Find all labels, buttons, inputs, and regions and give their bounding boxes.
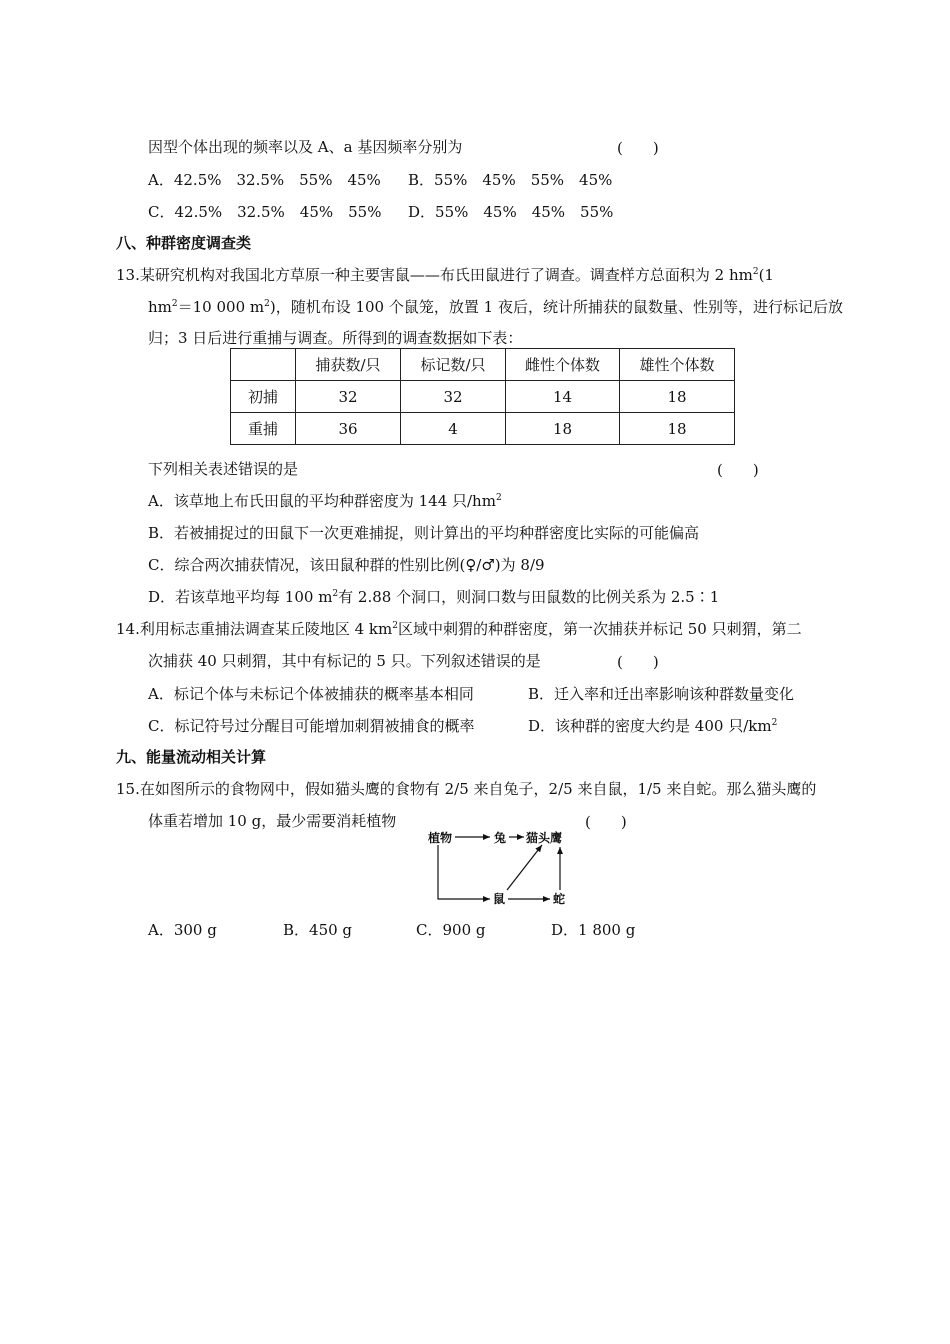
table-cell: 36 <box>296 413 401 445</box>
table-cell: 32 <box>401 381 506 413</box>
q13-line-2 <box>148 297 843 317</box>
q14-answer-paren: ( ) <box>617 653 659 671</box>
table-header-cell: 标记数/只 <box>401 349 506 381</box>
q14-line-1-b: 区域中刺猬的种群密度，第一次捕获并标记 50 只刺猬，第二 <box>397 620 802 638</box>
q13-answer-paren: ( ) <box>717 461 759 479</box>
table-header-cell: 捕获数/只 <box>296 349 401 381</box>
q15-option-c: C．900 g <box>416 921 486 939</box>
table-cell: 32 <box>296 381 401 413</box>
table-cell: 14 <box>506 381 620 413</box>
q13-option-c: C．综合两次捕获情况，该田鼠种群的性别比例(♀/♂)为 8/9 <box>148 556 545 574</box>
table-row <box>231 381 735 413</box>
q13-option-a <box>148 491 502 511</box>
q15-option-d: D．1 800 g <box>551 921 636 939</box>
q14-option-b: B．迁入率和迁出率影响该种群数量变化 <box>528 685 795 703</box>
section-heading-8: 八、种群密度调查类 <box>116 234 252 252</box>
q12-option-c: C．42.5% 32.5% 45% 55% <box>148 203 382 221</box>
q12-answer-paren: ( ) <box>617 139 659 157</box>
q13-option-d-b: 有 2.88 个洞口，则洞口数与田鼠数的比例关系为 2.5∶1 <box>338 588 720 606</box>
table-cell: 重捕 <box>231 413 296 445</box>
q13-option-a-text: A．该草地上布氏田鼠的平均种群密度为 144 只/hm <box>148 492 496 510</box>
q13-line-2-b: ＝10 000 m <box>177 298 265 316</box>
q13-option-d-a: D．若该草地平均每 100 m <box>148 588 333 606</box>
q14-option-c: C．标记符号过分醒目可能增加刺猬被捕食的概率 <box>148 717 475 735</box>
q14-option-d-text: D．该种群的密度大约是 400 只/km <box>528 717 772 735</box>
q13-line-1-tail: (1 <box>758 266 774 284</box>
web-node-plant: 植物 <box>428 831 453 845</box>
arrow-plant-mouse <box>438 845 490 899</box>
q15-option-a: A．300 g <box>148 921 217 939</box>
survey-data-table <box>230 348 735 445</box>
arrow-mouse-owl <box>507 845 542 890</box>
q13-option-b: B．若被捕捉过的田鼠下一次更难捕捉，则计算出的平均种群密度比实际的可能偏高 <box>148 524 700 542</box>
food-web-diagram <box>420 822 580 912</box>
q13-line-3: 归；3 日后进行重捕与调查。所得到的调查数据如下表： <box>148 329 523 347</box>
q13-prompt: 下列相关表述错误的是 <box>148 460 299 478</box>
web-node-rabbit: 兔 <box>494 831 507 845</box>
q13-option-d <box>148 587 719 607</box>
section-heading-9: 九、能量流动相关计算 <box>116 748 267 766</box>
q14-option-d-sup: 2 <box>771 718 778 728</box>
table-header-cell <box>231 349 296 381</box>
q12-option-b: B．55% 45% 55% 45% <box>408 171 613 189</box>
q13-line-2-a: hm <box>148 298 172 316</box>
q15-answer-paren: ( ) <box>585 813 627 831</box>
table-cell: 18 <box>506 413 620 445</box>
web-node-owl: 猫头鹰 <box>526 831 563 845</box>
q14-line-1-a: 14.利用标志重捕法调查某丘陵地区 4 km <box>116 620 393 638</box>
web-node-mouse: 鼠 <box>493 892 506 906</box>
q12-stem-tail: 因型个体出现的频率以及 A、a 基因频率分别为 <box>148 138 463 156</box>
q14-line-2: 次捕获 40 只刺猬，其中有标记的 5 只。下列叙述错误的是 <box>148 652 541 670</box>
q13-line-1-sup: 2 <box>752 267 759 277</box>
q12-option-a: A．42.5% 32.5% 55% 45% <box>148 171 381 189</box>
q14-line-1 <box>116 619 802 639</box>
q15-option-b: B．450 g <box>283 921 353 939</box>
q13-line-1 <box>116 265 774 285</box>
table-header-cell: 雌性个体数 <box>506 349 620 381</box>
web-node-snake: 蛇 <box>553 892 566 906</box>
table-row <box>231 413 735 445</box>
q13-line-2-sup: 2 <box>171 299 178 309</box>
q13-line-2-c: )，随机布设 100 个鼠笼，放置 1 夜后，统计所捕获的鼠数量、性别等，进行标记后放 <box>269 298 843 316</box>
q13-option-a-sup: 2 <box>495 493 502 503</box>
q14-option-a: A．标记个体与未标记个体被捕获的概率基本相同 <box>148 685 474 703</box>
table-cell: 18 <box>620 413 735 445</box>
q14-line-1-sup: 2 <box>392 621 398 631</box>
q13-line-2-sup2: 2 <box>264 299 270 309</box>
table-cell: 4 <box>401 413 506 445</box>
q13-line-1-text: 13.某研究机构对我国北方草原一种主要害鼠——布氏田鼠进行了调查。调查样方总面积为 2 hm <box>116 266 753 284</box>
table-cell: 18 <box>620 381 735 413</box>
q15-line-1: 15.在如图所示的食物网中，假如猫头鹰的食物有 2/5 来自兔子，2/5 来自鼠，1/5 来自蛇。那么猫头鹰的 <box>116 780 817 798</box>
q14-option-d <box>528 715 777 736</box>
q15-line-2: 体重若增加 10 g，最少需要消耗植物 <box>148 812 397 830</box>
table-cell: 初捕 <box>231 381 296 413</box>
q12-option-d: D．55% 45% 45% 55% <box>408 203 614 221</box>
table-header-cell: 雄性个体数 <box>620 349 735 381</box>
table-header-row <box>231 349 735 381</box>
q13-option-d-sup: 2 <box>332 589 339 599</box>
